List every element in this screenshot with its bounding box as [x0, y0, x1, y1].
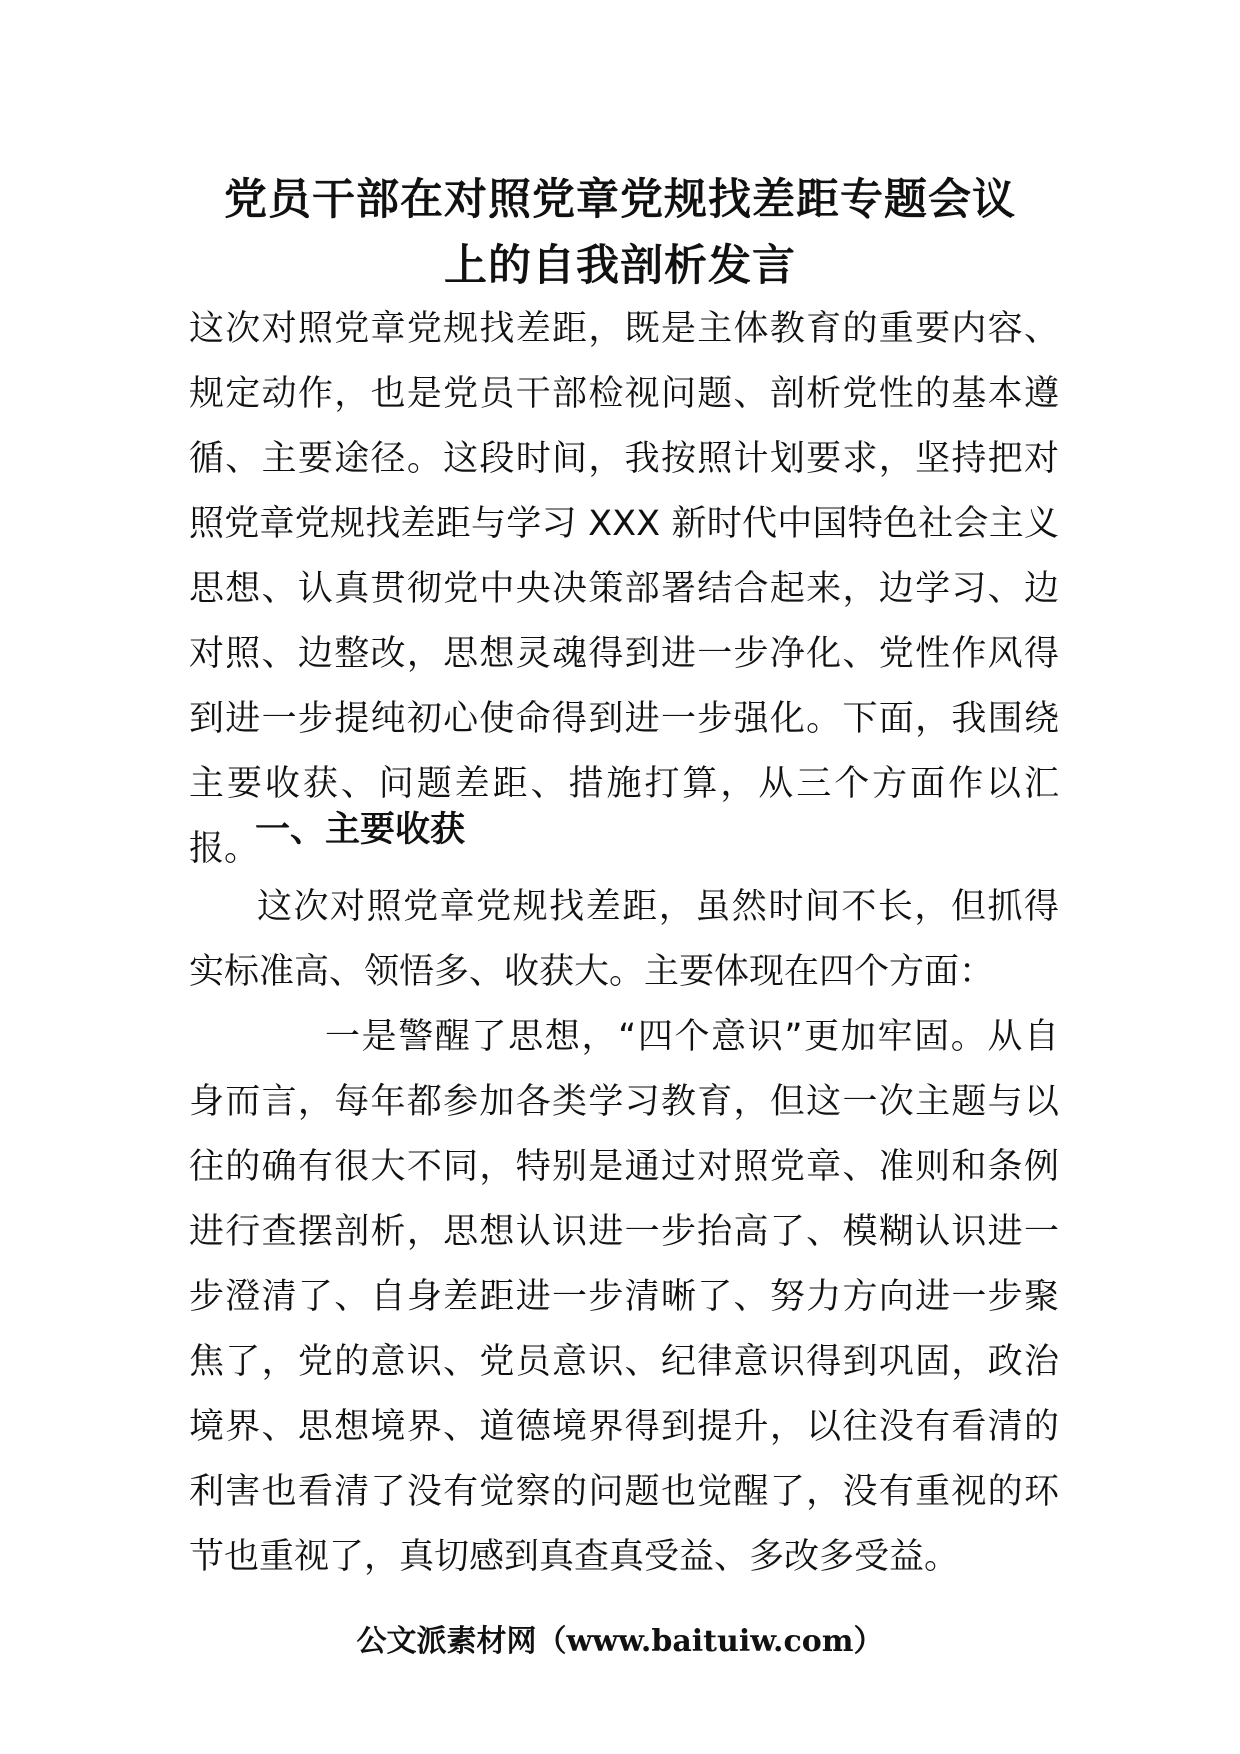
section-paragraph-2: 一是警醒了思想，“四个意识”更加牢固。从自身而言，每年都参加各类学习教育，但这一次主题与以往的确有很大不同，特别是通过对照党章、准则和条例进行查摆剖析，思想认识进一步抬高了、模糊认识进一步澄清了、自身差距进一步清晰了、努力方向进一步聚焦了，党的意识、党员意识、纪律意识得到巩固，政治境界、思想境界、道德境界得到提升，以往没有看清的利害也看清了没有觉察的问题也觉醒了，没有重视的环节也重视了，真切感到真查真受益、多改多受益。	[189, 1017, 1059, 1577]
section-paragraph-2-block	[189, 1005, 1059, 1590]
section-heading: 一、主要收获	[255, 810, 466, 850]
document-title-line-2: 上的自我剖析发言	[444, 241, 796, 291]
footer-watermark: 公文派素材网（www.baituiw.com）	[356, 1624, 884, 1659]
intro-paragraph: 这次对照党章党规找差距，既是主体教育的重要内容、规定动作，也是党员干部检视问题、剖析党性的基本遵循、主要途径。这段时间，我按照计划要求，坚持把对照党章党规找差距与学习 XXX 新时代中国特色社会主义思想、认真贯彻党中央决策部署结合起来，边学习、边对照、边整改，思想灵魂得到进一步净化、党性作风得到进一步提纯初心使命得到进一步强化。下面，我围绕主要收获、问题差距、措施打算，从三个方面作以汇报。	[189, 309, 1059, 869]
section-paragraph-1: 这次对照党章党规找差距，虽然时间不长，但抓得实标准高、领悟多、收获大。主要体现在四个方面：	[189, 887, 1059, 992]
section-paragraph-1-block	[189, 875, 1059, 1005]
intro-block	[189, 297, 1059, 882]
document-title-line-1: 党员干部在对照党章党规找差距专题会议	[224, 175, 1016, 225]
